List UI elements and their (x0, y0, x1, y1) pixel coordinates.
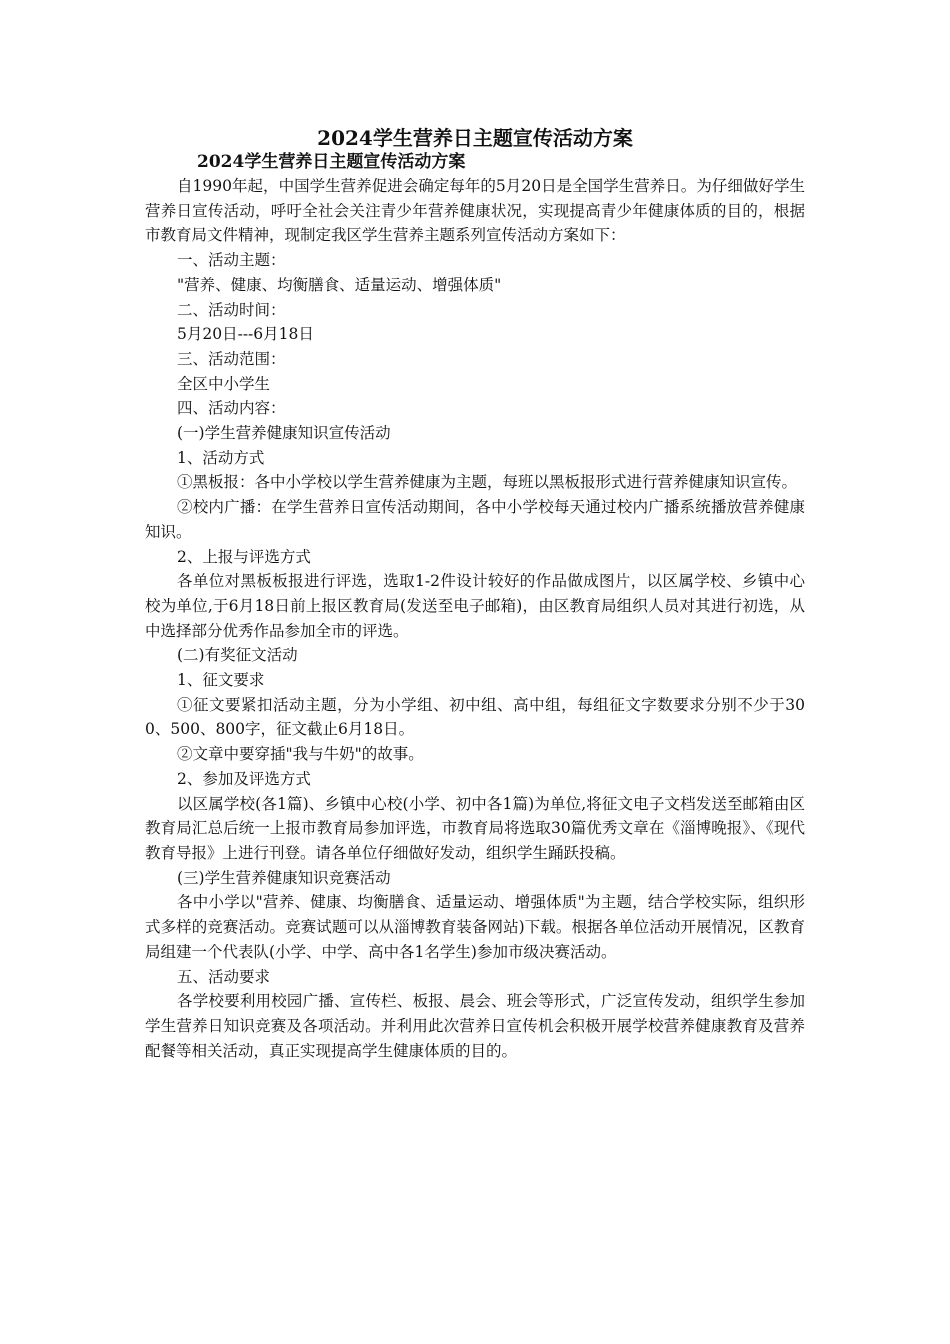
paragraph: ②校内广播：在学生营养日宣传活动期间，各中小学校每天通过校内广播系统播放营养健康知识。 (145, 498, 805, 541)
paragraph: 1、活动方式 (177, 448, 265, 467)
paragraph: 一、活动主题： (177, 251, 286, 270)
paragraph: 5月20日---6月18日 (177, 325, 314, 344)
paragraph: 四、活动内容： (177, 399, 286, 418)
paragraph: ①征文要紧扣活动主题，分为小学组、初中组、高中组，每组征文字数要求分别不少于300、500、800字，征文截止6月18日。 (145, 695, 805, 739)
paragraph: 五、活动要求 (177, 967, 271, 986)
document-subtitle: 2024学生营养日主题宣传活动方案 (197, 152, 466, 172)
paragraph: ②文章中要穿插"我与牛奶"的故事。 (177, 745, 424, 764)
paragraph: 2、上报与评选方式 (177, 547, 311, 566)
paragraph: 自1990年起，中国学生营养促进会确定每年的5月20日是全国学生营养日。为仔细做好学生营养日宣传活动，呼吁全社会关注青少年营养健康状况，实现提高青少年健康体质的目的，根据市教育局文件精神，现制定我区学生营养主题系列宣传活动方案如下： (145, 177, 805, 245)
paragraph: "营养、健康、均衡膳食、适量运动、增强体质" (177, 275, 502, 294)
paragraph: 1、征文要求 (177, 671, 265, 690)
paragraph: 三、活动范围： (177, 349, 286, 368)
paragraph: 二、活动时间： (177, 300, 286, 319)
paragraph: 以区属学校(各1篇)、乡镇中心校(小学、初中各1篇)为单位,将征文电子文档发送至邮箱由区教育局汇总后统一上报市教育局参加评选，市教育局将选取30篇优秀文章在《淄博晚报》、《现代教育导报》上进行刊登。请各单位仔细做好发动，组织学生踊跃投稿。 (145, 794, 805, 862)
paragraph: (一)学生营养健康知识宣传活动 (177, 424, 391, 443)
paragraph: 各学校要利用校园广播、宣传栏、板报、晨会、班会等形式，广泛宣传发动，组织学生参加学生营养日知识竞赛及各项活动。并利用此次营养日宣传机会积极开展学校营养健康教育及营养配餐等相关活动，真正实现提高学生健康体质的目的。 (145, 992, 805, 1060)
paragraph: ①黑板报：各中小学校以学生营养健康为主题，每班以黑板报形式进行营养健康知识宣传。 (177, 473, 798, 492)
paragraph: 各中小学以"营养、健康、均衡膳食、适量运动、增强体质"为主题，结合学校实际，组织形式多样的竞赛活动。竞赛试题可以从淄博教育装备网站)下载。根据各单位活动开展情况，区教育局组建一个代表队(小学、中学、高中各1名学生)参加市级决赛活动。 (145, 893, 805, 961)
paragraph: 2、参加及评选方式 (177, 769, 311, 788)
paragraph: 全区中小学生 (177, 374, 271, 393)
paragraph: 各单位对黑板板报进行评选，选取1-2件设计较好的作品做成图片，以区属学校、乡镇中心校为单位,于6月18日前上报区教育局(发送至电子邮箱)，由区教育局组织人员对其进行初选，从中选择部分优秀作品参加全市的评选。 (145, 572, 805, 640)
document-body (145, 174, 805, 1063)
paragraph: (二)有奖征文活动 (177, 646, 298, 665)
paragraph: (三)学生营养健康知识竞赛活动 (177, 868, 391, 887)
document-title: 2024学生营养日主题宣传活动方案 (317, 126, 633, 150)
